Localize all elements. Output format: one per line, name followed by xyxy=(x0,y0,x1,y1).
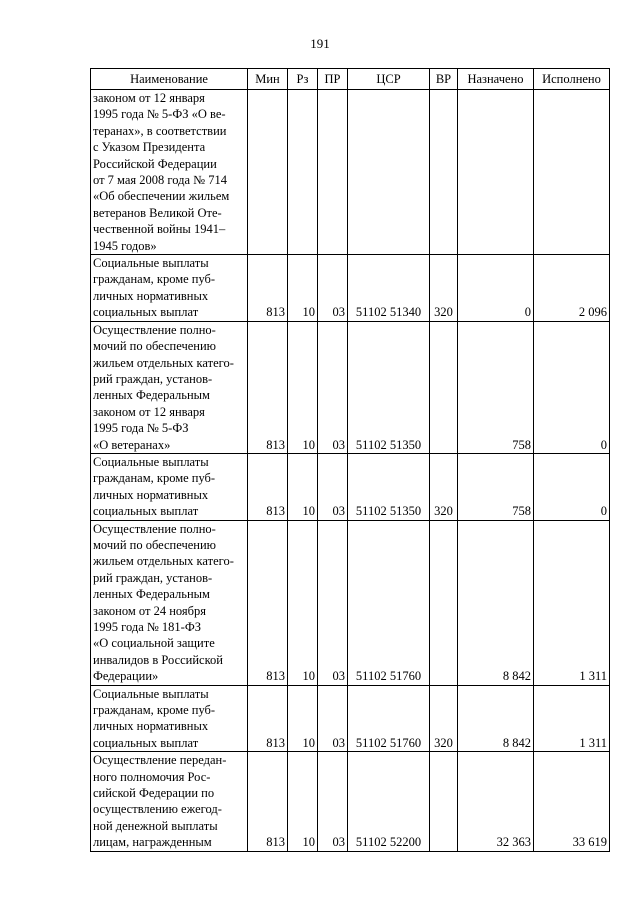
row-assigned: 32 363 xyxy=(458,752,534,851)
row-executed: 2 096 xyxy=(534,255,610,322)
row-executed xyxy=(534,90,610,255)
column-header-min: Мин xyxy=(248,69,288,90)
row-assigned: 758 xyxy=(458,453,534,520)
row-rz: 10 xyxy=(288,321,318,453)
row-rz: 10 xyxy=(288,255,318,322)
table-row xyxy=(91,752,610,851)
row-name: Социальные выплаты гражданам, кроме пуб- личных нормативных социальных выплат xyxy=(91,685,248,752)
row-min xyxy=(248,90,288,255)
row-min: 813 xyxy=(248,520,288,685)
column-header-csr: ЦСР xyxy=(348,69,430,90)
column-header-rz: Рз xyxy=(288,69,318,90)
table-row xyxy=(91,321,610,453)
row-min: 813 xyxy=(248,321,288,453)
row-assigned: 758 xyxy=(458,321,534,453)
table-row xyxy=(91,685,610,752)
row-rz: 10 xyxy=(288,453,318,520)
column-header-assigned: Назначено xyxy=(458,69,534,90)
row-assigned xyxy=(458,90,534,255)
row-csr: 51102 52200 xyxy=(348,752,430,851)
table-header-row xyxy=(91,69,610,90)
row-executed: 1 311 xyxy=(534,685,610,752)
row-min: 813 xyxy=(248,685,288,752)
row-name: Социальные выплаты гражданам, кроме пуб- личных нормативных социальных выплат xyxy=(91,255,248,322)
column-header-pr: ПР xyxy=(318,69,348,90)
row-csr: 51102 51760 xyxy=(348,685,430,752)
row-vr xyxy=(430,752,458,851)
row-pr: 03 xyxy=(318,255,348,322)
row-rz xyxy=(288,90,318,255)
row-pr: 03 xyxy=(318,752,348,851)
column-header-name: Наименование xyxy=(91,69,248,90)
row-csr: 51102 51760 xyxy=(348,520,430,685)
row-pr: 03 xyxy=(318,685,348,752)
row-assigned: 0 xyxy=(458,255,534,322)
row-rz: 10 xyxy=(288,752,318,851)
row-executed: 0 xyxy=(534,453,610,520)
row-min: 813 xyxy=(248,255,288,322)
row-min: 813 xyxy=(248,453,288,520)
row-min: 813 xyxy=(248,752,288,851)
row-executed: 0 xyxy=(534,321,610,453)
table-row xyxy=(91,90,610,255)
page-number: 191 xyxy=(310,36,330,51)
row-csr xyxy=(348,90,430,255)
row-csr: 51102 51340 xyxy=(348,255,430,322)
row-name: Осуществление передан- ного полномочия Рос- сийской Федерации по осуществлению ежегод- ной денежной выплаты лицам, награжденным xyxy=(91,752,248,851)
row-vr xyxy=(430,321,458,453)
row-csr: 51102 51350 xyxy=(348,453,430,520)
row-vr xyxy=(430,520,458,685)
row-vr xyxy=(430,90,458,255)
row-pr: 03 xyxy=(318,453,348,520)
row-vr: 320 xyxy=(430,453,458,520)
column-header-executed: Исполнено xyxy=(534,69,610,90)
row-pr xyxy=(318,90,348,255)
row-rz: 10 xyxy=(288,520,318,685)
row-vr: 320 xyxy=(430,255,458,322)
table-row xyxy=(91,520,610,685)
row-vr: 320 xyxy=(430,685,458,752)
row-pr: 03 xyxy=(318,520,348,685)
table-row xyxy=(91,255,610,322)
row-rz: 10 xyxy=(288,685,318,752)
budget-table xyxy=(90,68,610,852)
table-row xyxy=(91,453,610,520)
column-header-vr: ВР xyxy=(430,69,458,90)
row-executed: 1 311 xyxy=(534,520,610,685)
row-name: законом от 12 января 1995 года № 5-ФЗ «О ве- теранах», в соответствии с Указом Президента Российской Федерации от 7 мая 2008 года № 714 «Об обеспечении жильем ветеранов Великой Оте- чественной войны 1941– 1945 годов» xyxy=(91,90,248,255)
row-pr: 03 xyxy=(318,321,348,453)
row-assigned: 8 842 xyxy=(458,520,534,685)
row-executed: 33 619 xyxy=(534,752,610,851)
row-csr: 51102 51350 xyxy=(348,321,430,453)
row-name: Осуществление полно- мочий по обеспечению жильем отдельных катего- рий граждан, установ- ленных Федеральным законом от 12 января 1995 года № 5-ФЗ «О ветеранах» xyxy=(91,321,248,453)
row-name: Социальные выплаты гражданам, кроме пуб- личных нормативных социальных выплат xyxy=(91,453,248,520)
row-name: Осуществление полно- мочий по обеспечению жильем отдельных катего- рий граждан, установ- ленных Федеральным законом от 24 ноября 1995 года № 181-ФЗ «О социальной защите инвалидов в Российской Федерации» xyxy=(91,520,248,685)
row-assigned: 8 842 xyxy=(458,685,534,752)
